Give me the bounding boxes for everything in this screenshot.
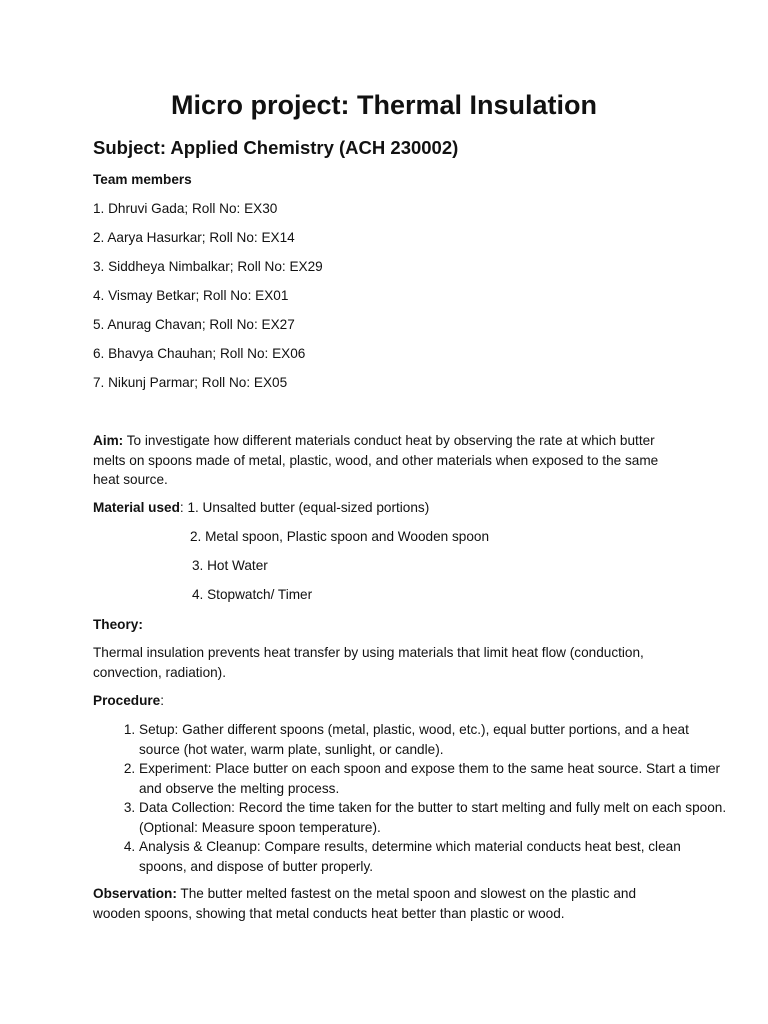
procedure-step: 3. Data Collection: Record the time taken for the butter to start melting and fully melt on each spoon. (Optional: Measure spoon temperature).: [139, 798, 729, 837]
team-member: 1. Dhruvi Gada; Roll No: EX30: [93, 201, 278, 216]
material-item: 4. Stopwatch/ Timer: [192, 587, 313, 602]
team-member: 7. Nikunj Parmar; Roll No: EX05: [93, 375, 288, 390]
materials-label: Material used: [93, 500, 180, 515]
material-item: 2. Metal spoon, Plastic spoon and Wooden spoon: [190, 529, 490, 544]
observation-paragraph: [93, 884, 683, 923]
material-item: : 1. Unsalted butter (equal-sized portions): [179, 500, 430, 515]
theory-text: Thermal insulation prevents heat transfer by using materials that limit heat flow (conduction, convection, radiation).: [93, 645, 644, 680]
aim-label: Aim:: [93, 433, 124, 448]
team-member: 2. Aarya Hasurkar; Roll No: EX14: [93, 230, 295, 245]
procedure-step: 2. Experiment: Place butter on each spoon and expose them to the same heat source. Start a timer and observe the melting process.: [139, 759, 729, 798]
aim-paragraph: [93, 431, 683, 490]
procedure-step: 4. Analysis & Cleanup: Compare results, determine which material conducts heat best, clean spoons, and dispose of butter properly.: [139, 837, 729, 876]
observation-label: Observation:: [93, 886, 177, 901]
team-member: 5. Anurag Chavan; Roll No: EX27: [93, 317, 295, 332]
procedure-heading: Procedure:: [93, 693, 165, 708]
procedure-list: [93, 720, 729, 876]
subject-heading: Subject: Applied Chemistry (ACH 230002): [93, 137, 459, 158]
observation-text: The butter melted fastest on the metal spoon and slowest on the plastic and wooden spoons, showing that metal conducts heat better than plastic or wood.: [93, 886, 637, 921]
team-member: 3. Siddheya Nimbalkar; Roll No: EX29: [93, 259, 323, 274]
material-item: 3. Hot Water: [192, 558, 268, 573]
team-heading: Team members: [93, 172, 192, 187]
team-member: 6. Bhavya Chauhan; Roll No: EX06: [93, 346, 306, 361]
procedure-step: 1. Setup: Gather different spoons (metal, plastic, wood, etc.), equal butter portions, and a heat source (hot water, warm plate, sunlight, or candle).: [139, 720, 729, 759]
aim-text: To investigate how different materials conduct heat by observing the rate at which butter melts on spoons made of metal, plastic, wood, and other materials when exposed to the same heat source.: [93, 433, 659, 487]
materials-first-line: [93, 498, 683, 518]
page-title: Micro project: Thermal Insulation: [170, 90, 598, 120]
theory-heading: Theory:: [93, 617, 143, 632]
team-member: 4. Vismay Betkar; Roll No: EX01: [93, 288, 289, 303]
